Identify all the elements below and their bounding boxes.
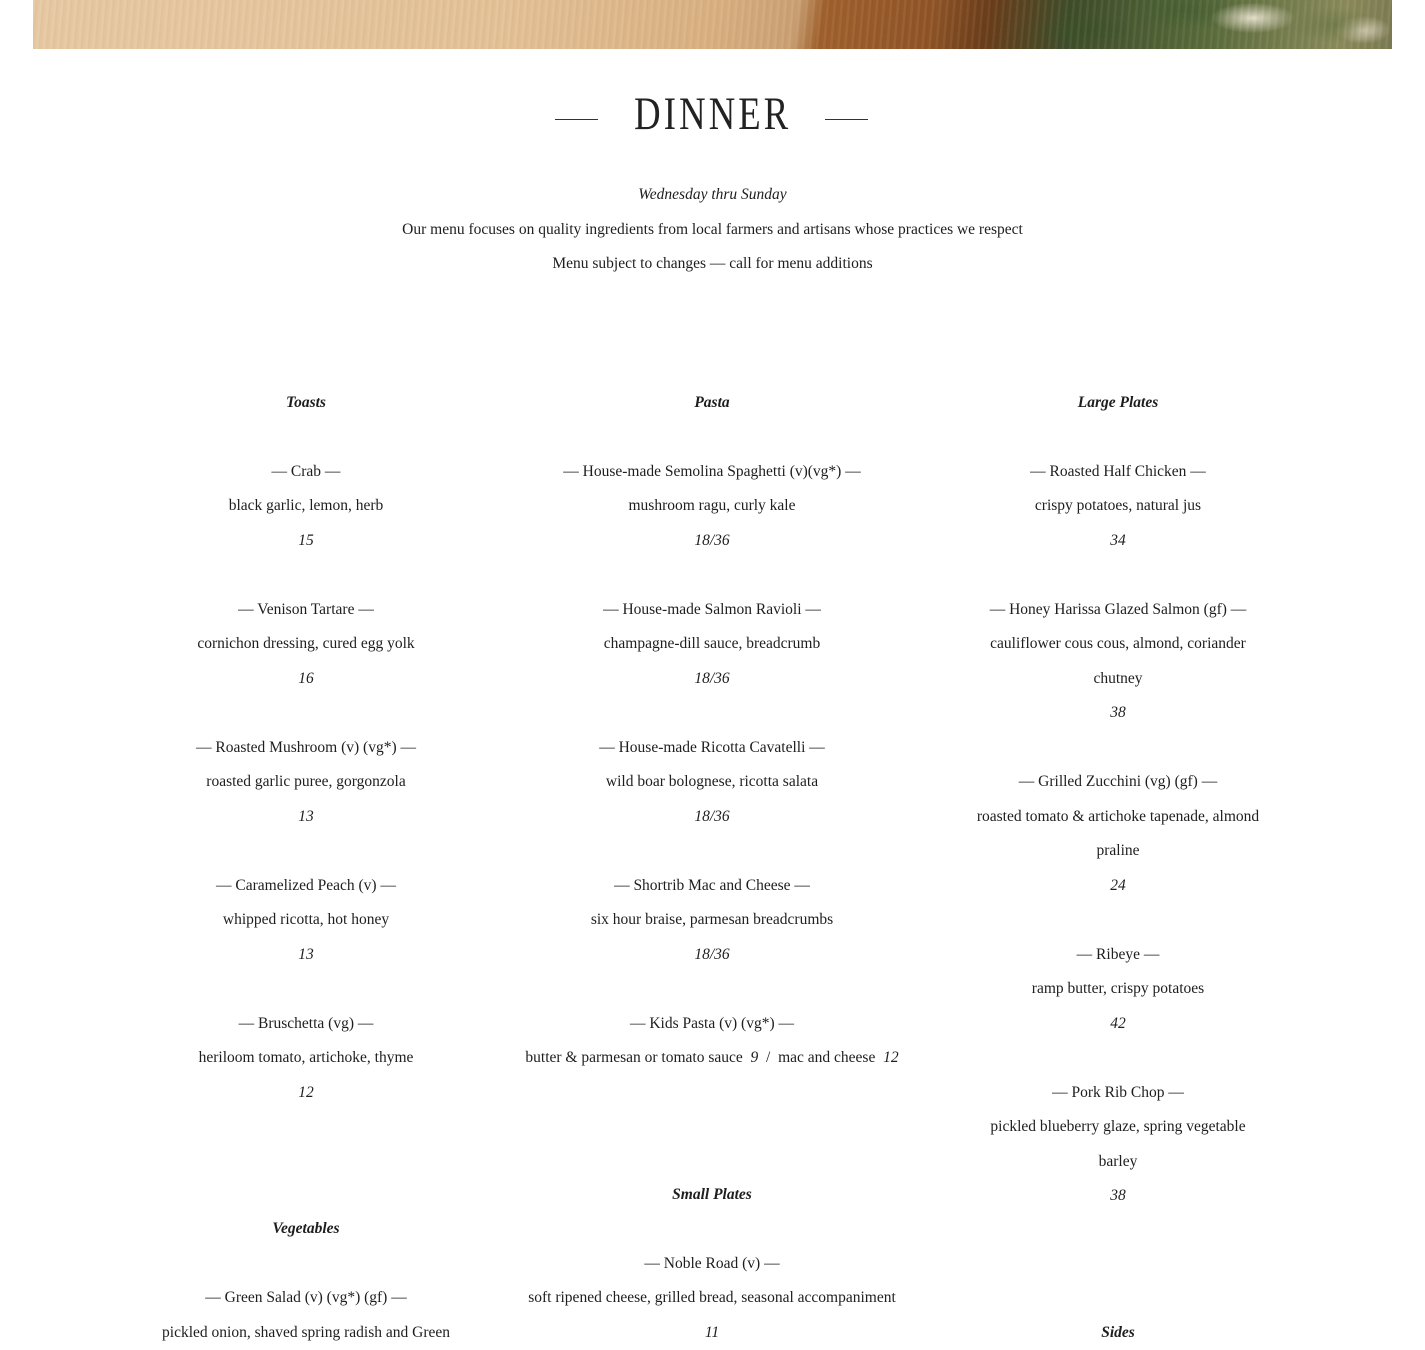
section-large-plates [912,0,1324,1350]
menu-item-name: — Bruschetta (vg) — [238,1015,374,1032]
menu-item-description: roasted tomato & artichoke tapenade, almond [976,808,1260,825]
menu-item-name: — Crab — [271,463,341,480]
menu-item-name: — Roasted Half Chicken — [1030,463,1206,480]
menu-item-description: black garlic, lemon, herb [228,497,384,514]
menu-note: Menu subject to changes — call for menu additions [552,255,873,272]
menu-item-price: 42 [1110,1015,1126,1032]
menu-item-description-cont: chutney [1093,670,1143,687]
kids-price-2: 12 [883,1049,899,1066]
menu-item-price: 16 [298,670,314,687]
section-title: Large Plates [1077,394,1159,411]
section-pasta [505,0,919,1350]
menu-item-description: roasted garlic puree, gorgonzola [206,773,406,790]
menu-item-description: cauliflower cous cous, almond, coriander [990,635,1246,652]
page-title: DINNER [633,88,792,140]
menu-item-description: soft ripened cheese, grilled bread, seasonal accompaniment [528,1289,896,1306]
menu-item-price: 13 [298,808,314,825]
menu-item-description-cont: barley [1098,1153,1138,1170]
menu-item-price: 18/36 [694,670,730,687]
section-title: Pasta [694,394,730,411]
menu-item-price: 18/36 [694,532,730,549]
section-title-sides: Sides [1101,1324,1135,1341]
menu-item-description: wild boar bolognese, ricotta salata [605,773,819,790]
menu-item-description: champagne-dill sauce, breadcrumb [603,635,821,652]
menu-focus-text: Our menu focuses on quality ingredients from local farmers and artisans whose practices we respect [402,221,1023,238]
kids-pasta-options [505,1049,919,1067]
menu-item-description: ramp butter, crispy potatoes [1031,980,1205,997]
menu-item-name: — House-made Semolina Spaghetti (v)(vg*) — [563,463,861,480]
menu-item-name: — House-made Salmon Ravioli — [603,601,821,618]
menu-item-description: cornichon dressing, cured egg yolk [197,635,415,652]
menu-item-price: 34 [1110,532,1126,549]
menu-item-name: — Honey Harissa Glazed Salmon (gf) — [989,601,1247,618]
menu-item-name: — Kids Pasta (v) (vg*) — [629,1015,795,1032]
menu-item-description: whipped ricotta, hot honey [222,911,390,928]
kids-price-1: 9 [750,1049,759,1066]
menu-item-name: — Grilled Zucchini (vg) (gf) — [1018,773,1218,790]
menu-item-name: — Venison Tartare — [238,601,374,618]
menu-item-description: heriloom tomato, artichoke, thyme [198,1049,414,1066]
kids-option-2: mac and cheese [778,1049,876,1066]
menu-item-price: 24 [1110,877,1126,894]
section-title: Toasts [286,394,326,411]
menu-item-price: 38 [1110,704,1126,721]
menu-item-description: mushroom ragu, curly kale [628,497,796,514]
menu-item-name: — Shortrib Mac and Cheese — [614,877,810,894]
service-days: Wednesday thru Sunday [638,186,787,203]
menu-item-price: 18/36 [694,808,730,825]
menu-item-description-cont: praline [1096,842,1140,859]
section-title-small-plates: Small Plates [672,1186,752,1203]
section-title-vegetables: Vegetables [272,1220,340,1237]
menu-item-name: — Caramelized Peach (v) — [216,877,396,894]
menu-item-name: — Pork Rib Chop — [1052,1084,1184,1101]
menu-item-price: 18/36 [694,946,730,963]
kids-separator: / [766,1049,771,1066]
menu-item-description: pickled onion, shaved spring radish and Green [162,1324,450,1341]
menu-item-description: pickled blueberry glaze, spring vegetable [990,1118,1246,1135]
menu-item-name: — Noble Road (v) — [644,1255,780,1272]
menu-item-price: 13 [298,946,314,963]
menu-item-price: 11 [704,1324,720,1341]
menu-item-name: — Roasted Mushroom (v) (vg*) — [196,739,416,756]
menu-item-price: 12 [298,1084,314,1101]
menu-item-price: 38 [1110,1187,1126,1204]
kids-option-1: butter & parmesan or tomato sauce [525,1049,743,1066]
menu-item-name: — Green Salad (v) (vg*) (gf) — [205,1289,407,1306]
menu-item-description: crispy potatoes, natural jus [1034,497,1202,514]
menu-item-price: 15 [298,532,314,549]
section-toasts [100,0,512,1350]
menu-item-description: six hour braise, parmesan breadcrumbs [590,911,834,928]
menu-item-name: — Ribeye — [1076,946,1160,963]
menu-item-name: — House-made Ricotta Cavatelli — [599,739,825,756]
